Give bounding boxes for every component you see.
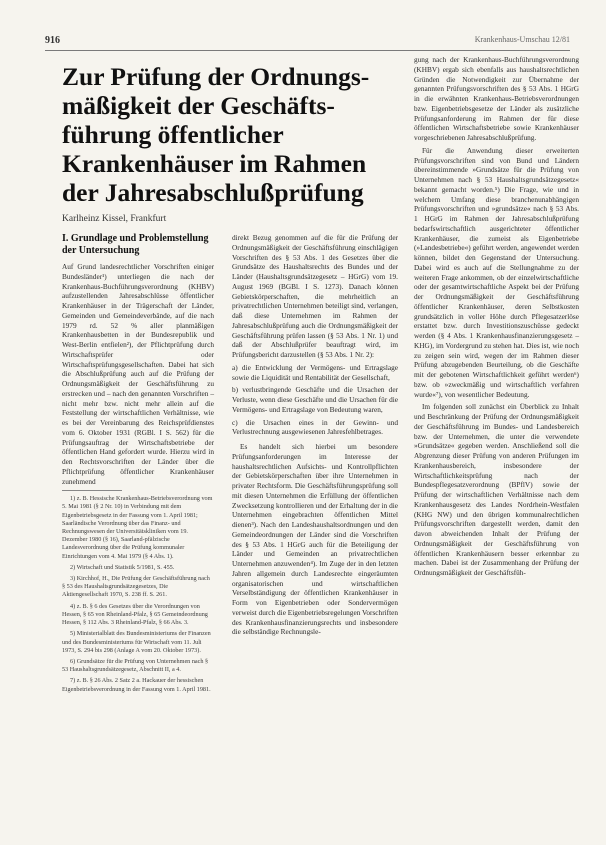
title-line: Krankenhäuser im Rahmen bbox=[62, 149, 367, 178]
body-paragraph: Im folgenden soll zunächst ein Überblick zu Inhalt und Beschränkung der Prüfung der Ordnungsmäßigkeit der Geschäftsführung im Bundes- und Landesbereich bzw. der Unternehmen, die unter die verwendete »Grundsätze« gegeben werden. Anschließend soll die Abgrenzung dieser Prüfung von anderen Prüfungen im Krankenhausbereich, insbesondere der Wirtschaftlichkeitsprüfung nach der Bundespflegesatzverordnung (BPflV) sowie der Prüfung der wirtschaftlichen Verhältnisse nach dem Krankenhausgesetz des Landes Nordrhein-Westfalen (KHG NW) und den übrigen kommunalrechtlichen Prüfungsvorschriften dargestellt werden, damit den davon abweichenden Inhalt der Prüfung der Ordnungsmäßigkeit der Geschäftsführung von öffentlichen Krankenhäusern besser erkennbar zu machen. Dabei ist der Zusammenhang der Prüfung der Ordnungsmäßigkeit der Geschäftsfüh- bbox=[414, 402, 579, 577]
list-item: c) die Ursachen eines in der Gewinn- und Verlustrechnung ausgewiesenen Jahresfehlbetrages. bbox=[232, 417, 398, 437]
text-column-1 bbox=[62, 233, 214, 697]
body-paragraph: Auf Grund landesrechtlicher Vorschriften einiger Bundesländer¹) unterliegen die nach der Krankenhaus-Buchführungsverordnung (KHBV) aufzustellenden Jahresabschlüsse öffentlicher Krankenhäuser in der Trägerschaft der Länder, Gemeinden und Gemeindeverbände, auf die nach 1979 rd. 52 % aller planmäßigen Krankenhausbetten in der Bundesrepublik und West-Berlin entfielen²), der Pflichtprüfung durch Wirtschaftsprüfer oder Wirtschaftsprüfungsgesellschaften. Dabei hat sich die Abschlußprüfung auch auf die Prüfung der Ordnungsmäßigkeit der Geschäftsführung zu erstrecken und – nach den genannten Vorschriften – nicht mehr bzw. nicht mehr allein auf die Feststellung der wirtschaftlichen Verhältnisse, wie es bei der Vereinbarung des Reichsprüfdienstes vom 6. Oktober 1931 (RGBl. I S. 562) für die Prüfungsauftrag der Wirtschaftsbetriebe der öffentlichen Hand gefordert wurde. Hierzu wird in den Rechtsvorschriften der Länder über die Pflichtprüfung öffentlicher Krankenhäuser zunehmend bbox=[62, 262, 214, 486]
body-paragraph: Für die Anwendung dieser erweiterten Prüfungsvorschriften sind von Bund und Ländern übereinstimmende »Grundsätze für die Prüfung von Unternehmen nach § 53 Haushaltsgrundsätzegesetz« bekannt gemacht worden.⁵) Die Frage, wie und in welchem Umfang diese branchenunabhängigen Prüfungsvorschriften und »grundsätze« nach § 53 Abs. 1 HGrG im Rahmen der Jahresabschlußprüfung bedarfswirtschaftlich ausgerichteter öffentlicher Krankenhäuser, die zumeist als Eigenbetriebe (»Landesbetriebe«) geführt werden, angewendet werden können, bildet den Gegenstand der Untersuchung. Dabei wird es auch auf die Stellungnahme zu der weiteren Frage ankommen, ob der einzelwirtschaftliche oder der gesamtwirtschaftliche Aspekt bei der Prüfung der Ordnungsmäßigkeit der Geschäftsführung öffentlicher Krankenhäuser, deren Selbstkosten grundsätzlich in voller Höhe durch Pflegesatzerlöse erstattet bzw. durch Investitionszuschüsse gedeckt werden (§ 4 Abs. 1 Krankenhausfinanzierungsgesetz – KHG), im Vordergrund zu stehen hat. Dies ist, wie noch zu zeigen sein wird, wegen der im Rahmen dieser Prüfung abzugebenden Beurteilung, ob die Geschäfte mit der gebotenen Wirtschaftlichkeit geführt werden⁶) bzw. ob »zweckmäßig und wirtschaftlich verfahren wurde«⁷), von wesentlicher Bedeutung. bbox=[414, 145, 579, 399]
title-line: der Jahresabschlußprüfung bbox=[62, 178, 364, 207]
body-paragraph: gung nach der Krankenhaus-Buchführungsverordnung (KHBV) ergab sich ebenfalls aus haushaltsrechtlichen Gründen die Notwendigkeit zur Übernahme der genannten Prüfungsvorschriften des § 53 Abs. 1 HGrG in die erwähnten Krankenhaus-Betriebsverordnungen bzw. Eigenbetriebsgesetze der Länder als zusätzliche Prüfungsanforderung im Rahmen der für diese öffentlichen Wirtschaftsbetriebe sowie Krankenhäuser vorgeschriebenen Jahresabschlußprüfung. bbox=[414, 55, 579, 142]
list-item: a) die Entwicklung der Vermögens- und Ertragslage sowie die Liquidität und Rentabilität der Gesellschaft, bbox=[232, 362, 398, 382]
footnote: 3) Kirchhof, H., Die Prüfung der Geschäftsführung nach § 53 des Haushaltsgrundsätzegesetzes, Die Aktiengesellschaft 1970, S. 238 ff. S. 261. bbox=[62, 575, 210, 599]
text-column-3 bbox=[414, 55, 579, 581]
footnote: 4) z. B. § 6 des Gesetzes über die Verordnungen von Hessen, § 65 von Rheinland-Pfalz, § 65 Gemeindeordnung Hessen, § 112 Abs. 3 Rheinland-Pfalz, § 66 Abs. 3. bbox=[62, 602, 208, 627]
footnote: 7) z. B. § 26 Abs. 2 Satz 2 a. Hackauer der hessischen Eigenbetriebsverordnung in der Fassung vom 1. April 1981. bbox=[62, 677, 211, 693]
title-line: mäßigkeit der Geschäfts- bbox=[62, 91, 335, 120]
title-line: führung öffentlicher bbox=[62, 120, 284, 149]
article-title bbox=[62, 62, 406, 207]
footnote: 2) Wirtschaft und Statistik 5/1981, S. 455. bbox=[70, 563, 175, 571]
author-byline: Karlheinz Kissel, Frankfurt bbox=[62, 214, 167, 224]
running-header-journal: Krankenhaus-Umschau 12/81 bbox=[474, 35, 570, 44]
footnote: 5) Ministerialblatt des Bundesministeriums der Finanzen und des Bundesministeriums für Wirtschaft vom 11. Juli 1973, S. 294 bis 298 (Anlage A vom 20. Oktober 1973). bbox=[62, 630, 211, 654]
body-paragraph: direkt Bezug genommen auf die für die Prüfung der Ordnungsmäßigkeit der Geschäftsführung einschlägigen Vorschriften des § 53 Abs. 1 des Gesetzes über die Grundsätze des Haushaltsrechts des Bundes und der Länder (Haushaltsgrundsätzegesetz – HGrG) vom 19. August 1969 (BGBl. I S. 1273). Danach können Gebietskörperschaften, die mehrheitlich an privatrechtlichen Unternehmen beteiligt sind, verlangen, daß diese Unternehmen im Rahmen der Jahresabschlußprüfung auch die Ordnungsmäßigkeit der Geschäftsführung prüfen lassen (§ 53 Abs. 1 Nr. 1) und daß der Abschlußprüfer beauftragt wird, im Prüfungsbericht darzustellen (§ 53 Abs. 1 Nr. 2): bbox=[232, 233, 398, 359]
body-paragraph: Es handelt sich hierbei um besondere Prüfungsanforderungen im Interesse der haushaltsrechtlichen Aufsichts- und Kontrollpflichten der Gebietskörperschaften über ihre Unternehmen in privater Rechtsform. Die Geschäftsführungsprüfung soll mit diesen Unternehmen die Erfüllung der öffentlichen Zwecksetzung kontrollieren und der Erhaltung der in die Unternehmen eingebrachten öffentlichen Mittel dienen³). Nach den Landeshaushaltsordnungen und den Gemeindeordnungen der Länder sind die Vorschriften des § 53 Abs. 1 HGrG auch für die Beteiligung der Länder und Gemeinden an privatrechtlichen Unternehmen anzuwenden⁴). Im Zuge der in den letzten Jahren allgemein durch Landesrechte eingeräumten organisatorischen und wirtschaftlichen Verselbständigung der öffentlichen Krankenhäuser in Form von Eigenbetrieben oder Sondervermögen verweist durch die Eigenbetriebsregelungen Vorschriften des Krankenhausfinanzierungsrechts und insbesondere die selbständige Rechnungsle- bbox=[232, 442, 398, 637]
footnote: 1) z. B. Hessische Krankenhaus-Betriebsverordnung vom 5. Mai 1981 (§ 2 Nr. 10) in Verbindung mit dem Eigenbetriebsgesetz in der Fassung vom 1. April 1981; Saarländische Verordnung über das Finanz- und Rechnungswesen der Universitätskliniken vom 19. Dezember 1980 (§ 16), Saarland-pfälzische Landesverordnung über die Prüfung kommunaler Einrichtungen vom 4. Mai 1979 (§ 4 Abs. 1). bbox=[62, 495, 213, 560]
header-rule bbox=[45, 50, 570, 51]
footnote-rule bbox=[62, 490, 122, 491]
list-item: b) verlustbringende Geschäfte und die Ursachen der Verluste, wenn diese Geschäfte und die Ursachen für die Vermögens- und Ertragslage von Bedeutung waren, bbox=[232, 385, 398, 414]
title-line: Zur Prüfung der Ordnungs- bbox=[62, 62, 370, 91]
text-column-2 bbox=[232, 233, 398, 640]
section-heading: I. Grundlage und Problemstellung der Untersuchung bbox=[62, 233, 209, 256]
footnote: 6) Grundsätze für die Prüfung von Unternehmen nach § 53 Haushaltsgrundsätzegesetz, Abschnitt II, a 4. bbox=[62, 657, 209, 674]
page-number: 916 bbox=[45, 35, 60, 46]
